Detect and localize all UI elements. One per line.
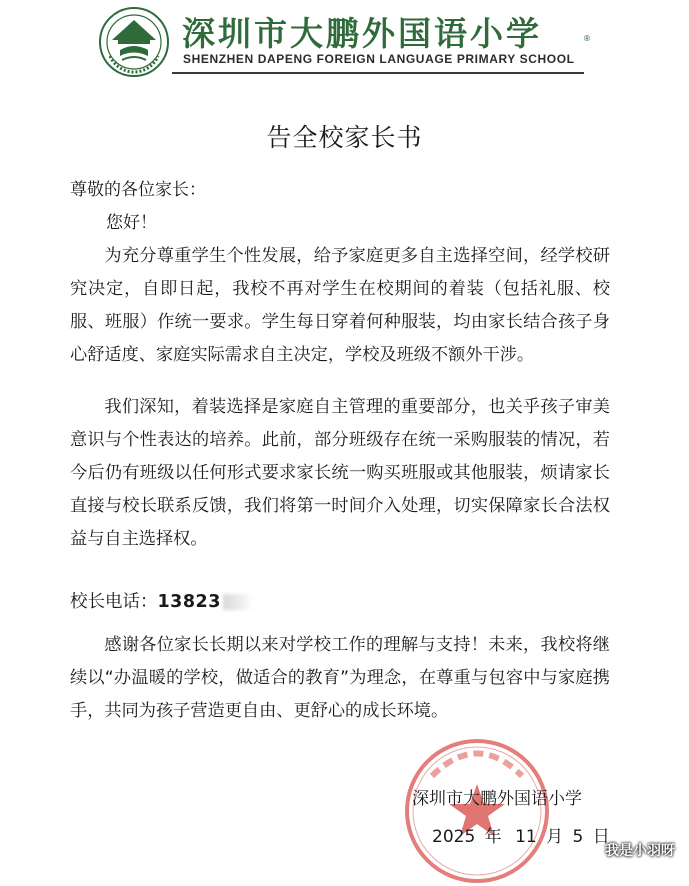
date-day: 5 [572, 827, 584, 847]
date-day-unit: 日 [592, 827, 610, 847]
letter-hello: 您好！ [106, 213, 157, 233]
school-emblem-icon [98, 6, 170, 78]
phone-redaction [223, 594, 253, 610]
signature-date [432, 822, 610, 847]
letterhead [0, 0, 689, 90]
paragraph-dress-policy: 为充分尊重学生个性发展，给予家庭更多自主选择空间，经学校研究决定，自即日起，我校不再对学生在校期间的着装（包括礼服、校服、班服）作统一要求。学生每日穿着何种服装，均由家长结合孩子身心舒适度、家庭实际需求自主决定，学校及班级不额外干涉。 [70, 246, 610, 365]
date-year: 2025 [432, 827, 476, 847]
header-divider [172, 72, 584, 74]
letter-title: 告全校家长书 [266, 123, 423, 152]
phone-number: 13823 [157, 592, 221, 612]
date-month: 11 [515, 827, 537, 847]
principal-phone [70, 588, 253, 613]
paragraph-thanks: 感谢各位家长长期以来对学校工作的理解与支持！未来，我校将继续以“办温暖的学校，做适合的教育”为理念，在尊重与包容中与家庭携手，共同为孩子营造更自由、更舒心的成长环境。 [70, 635, 610, 721]
red-seal-stamp-icon [402, 736, 552, 886]
letter-greeting: 尊敬的各位家长： [70, 180, 206, 200]
signature-school: 深圳市大鹏外国语小学 [412, 789, 582, 809]
phone-label: 校长电话： [70, 592, 158, 612]
paragraph-feedback: 我们深知，着装选择是家庭自主管理的重要部分，也关乎孩子审美意识与个性表达的培养。此前，部分班级存在统一采购服装的情况，若今后仍有班级以任何形式要求家长统一购买班服或其他服装，烦请家长直接与校长联系反馈，我们将第一时间介入处理，切实保障家长合法权益与自主选择权。 [70, 397, 610, 549]
school-name-en: SHENZHEN DAPENG FOREIGN LANGUAGE PRIMARY SCHOOL [183, 52, 575, 66]
school-name-cn: 深圳市大鹏外国语小学 [182, 14, 542, 53]
date-month-unit: 月 [546, 827, 564, 847]
date-year-unit: 年 [484, 827, 502, 847]
registered-mark: ® [583, 34, 591, 43]
author-watermark: 我是小羽呀 [605, 843, 675, 859]
